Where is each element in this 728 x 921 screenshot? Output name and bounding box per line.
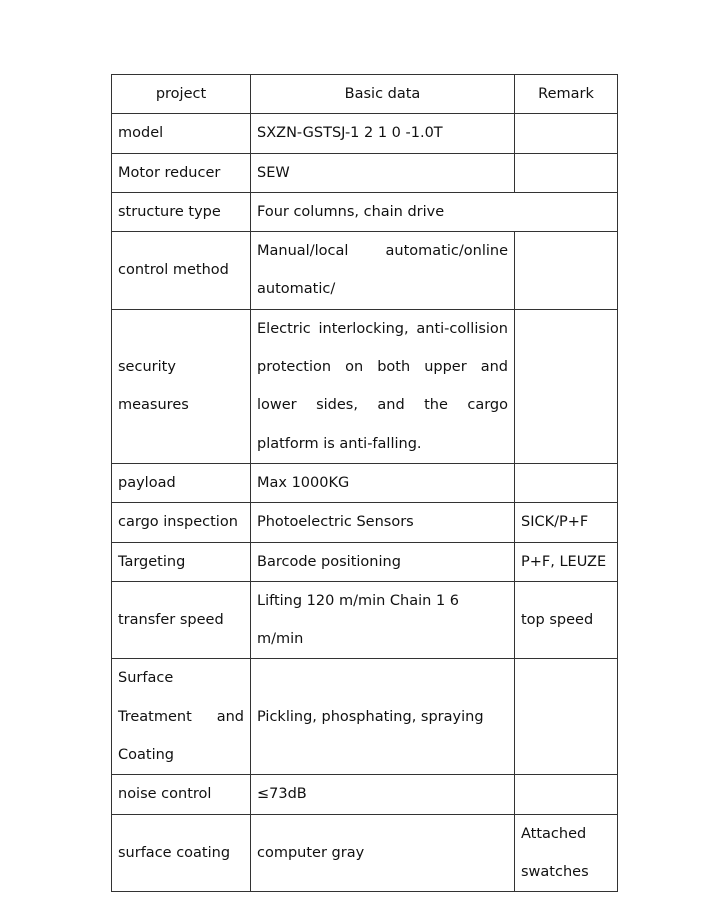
cell-basic-data: Barcode positioning — [251, 542, 515, 581]
table-row — [112, 542, 618, 581]
cell-remark — [515, 659, 618, 775]
cell-basic-data: SXZN-GSTSJ-1 2 1 0 -1.0T — [251, 114, 515, 153]
cell-remark — [515, 309, 618, 463]
cell-project: model — [112, 114, 251, 153]
cell-project: payload — [112, 463, 251, 502]
cell-remark: top speed — [515, 581, 618, 659]
table-row — [112, 309, 618, 463]
cell-remark: SICK/P+F — [515, 503, 618, 542]
cell-remark — [515, 232, 618, 310]
table-row — [112, 192, 618, 231]
table-row — [112, 659, 618, 775]
cell-project: Surface Treatment and Coating — [112, 659, 251, 775]
header-remark: Remark — [515, 75, 618, 114]
cell-remark — [515, 775, 618, 814]
cell-remark: P+F, LEUZE — [515, 542, 618, 581]
table-row — [112, 503, 618, 542]
header-project: project — [112, 75, 251, 114]
cell-remark — [515, 463, 618, 502]
table-row — [112, 581, 618, 659]
cell-project: cargo inspection — [112, 503, 251, 542]
cell-remark — [515, 153, 618, 192]
cell-basic-data: Electric interlocking, anti-collision protection on both upper and lower sides, and the cargo platform is anti-falling. — [251, 309, 515, 463]
cell-remark: Attached swatches — [515, 814, 618, 892]
table-row — [112, 153, 618, 192]
table-row — [112, 232, 618, 310]
cell-basic-data: Four columns, chain drive — [251, 192, 618, 231]
table-row — [112, 775, 618, 814]
cell-basic-data: Photoelectric Sensors — [251, 503, 515, 542]
table-row — [112, 463, 618, 502]
cell-basic-data: SEW — [251, 153, 515, 192]
cell-project: transfer speed — [112, 581, 251, 659]
cell-project: structure type — [112, 192, 251, 231]
cell-remark — [515, 114, 618, 153]
spec-table — [111, 74, 618, 892]
cell-project: noise control — [112, 775, 251, 814]
table-row — [112, 814, 618, 892]
header-basic-data: Basic data — [251, 75, 515, 114]
table-row — [112, 114, 618, 153]
cell-project: Motor reducer — [112, 153, 251, 192]
cell-basic-data: ≤73dB — [251, 775, 515, 814]
table-header-row — [112, 75, 618, 114]
cell-basic-data: Manual/local automatic/online automatic/ — [251, 232, 515, 310]
cell-basic-data: computer gray — [251, 814, 515, 892]
cell-project: security measures — [112, 309, 251, 463]
cell-project: Targeting — [112, 542, 251, 581]
cell-project: surface coating — [112, 814, 251, 892]
cell-basic-data: Pickling, phosphating, spraying — [251, 659, 515, 775]
cell-project: control method — [112, 232, 251, 310]
cell-basic-data: Max 1000KG — [251, 463, 515, 502]
cell-basic-data: Lifting 120 m/min Chain 1 6 m/min — [251, 581, 515, 659]
